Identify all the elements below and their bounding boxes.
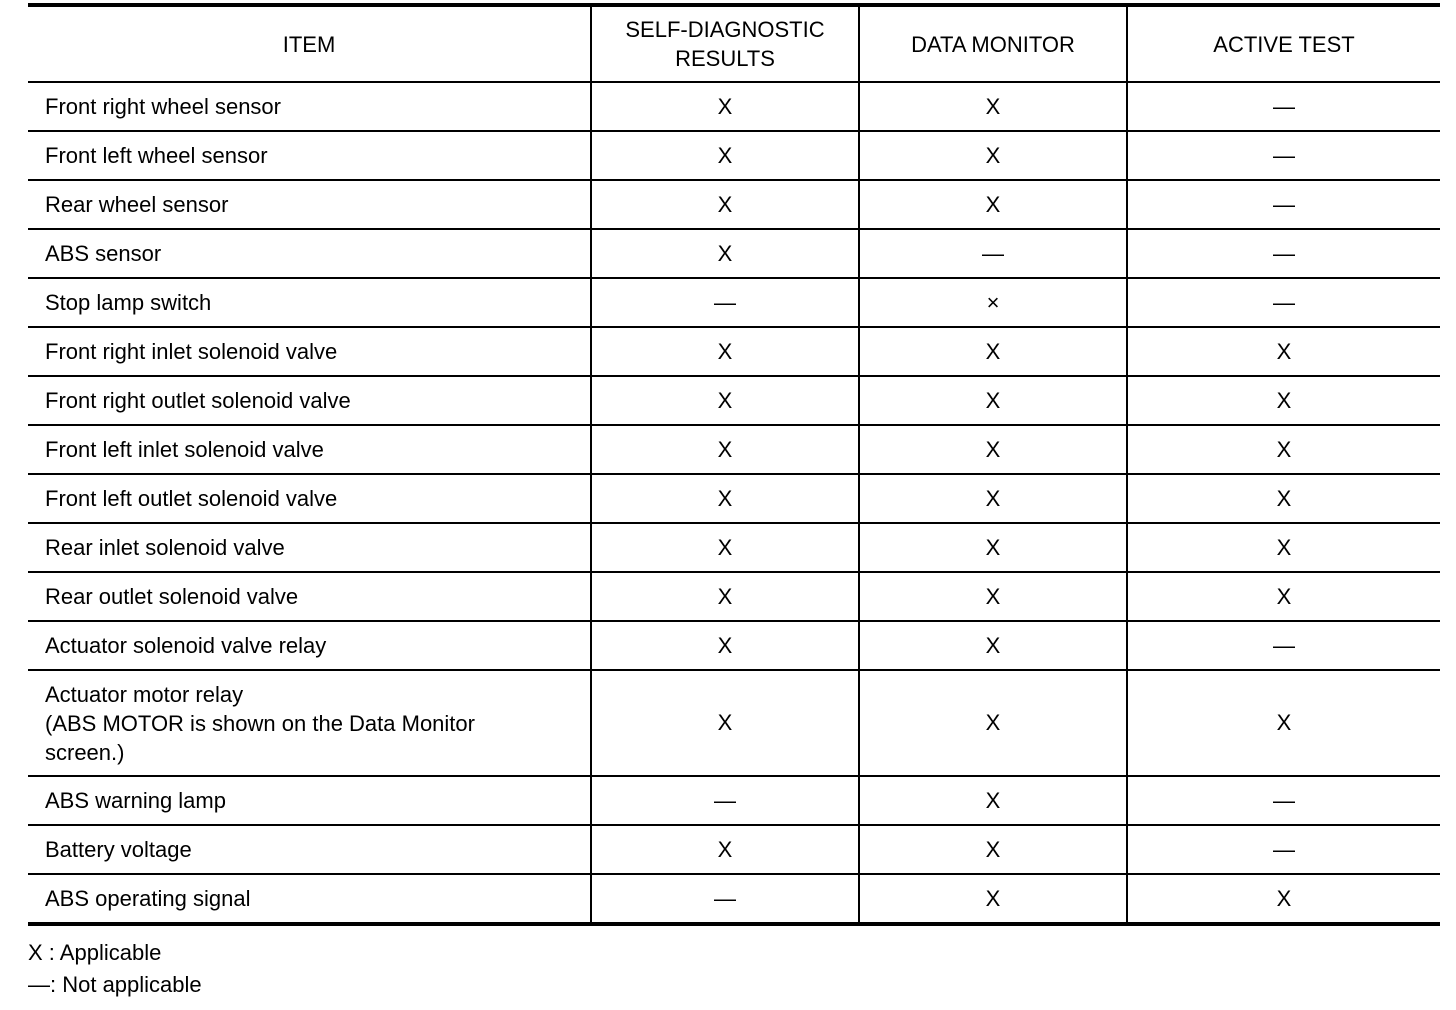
data-monitor-cell: X	[859, 572, 1127, 621]
item-cell: ABS sensor	[28, 229, 591, 278]
item-cell: Front left inlet solenoid valve	[28, 425, 591, 474]
self-diagnostic-cell: X	[591, 523, 859, 572]
active-test-cell: —	[1127, 825, 1440, 874]
data-monitor-cell: X	[859, 825, 1127, 874]
item-cell: Front left wheel sensor	[28, 131, 591, 180]
item-cell: Front left outlet solenoid valve	[28, 474, 591, 523]
table-row	[28, 327, 1440, 376]
active-test-cell: —	[1127, 131, 1440, 180]
active-test-cell: X	[1127, 874, 1440, 924]
self-diagnostic-cell: —	[591, 874, 859, 924]
active-test-cell: —	[1127, 278, 1440, 327]
self-diagnostic-cell: X	[591, 376, 859, 425]
table-row	[28, 572, 1440, 621]
active-test-cell: —	[1127, 776, 1440, 825]
item-cell: Stop lamp switch	[28, 278, 591, 327]
table-body	[28, 82, 1440, 924]
table-row	[28, 621, 1440, 670]
data-monitor-cell: —	[859, 229, 1127, 278]
active-test-cell: X	[1127, 474, 1440, 523]
legend-not-applicable: —: Not applicable	[28, 972, 202, 997]
table-row	[28, 131, 1440, 180]
active-test-cell: X	[1127, 670, 1440, 776]
self-diagnostic-cell: —	[591, 278, 859, 327]
data-monitor-cell: X	[859, 180, 1127, 229]
data-monitor-cell: X	[859, 327, 1127, 376]
self-diagnostic-cell: —	[591, 776, 859, 825]
self-diagnostic-cell: X	[591, 670, 859, 776]
self-diagnostic-cell: X	[591, 229, 859, 278]
table-row	[28, 278, 1440, 327]
self-diagnostic-cell: X	[591, 131, 859, 180]
active-test-cell: X	[1127, 572, 1440, 621]
data-monitor-cell: X	[859, 131, 1127, 180]
diagnostic-item-table	[28, 3, 1440, 926]
header-item: ITEM	[28, 5, 591, 82]
header-self-diagnostic-line-1: SELF-DIAGNOSTIC	[625, 17, 825, 42]
self-diagnostic-cell: X	[591, 621, 859, 670]
table-row	[28, 425, 1440, 474]
item-cell: Front right outlet solenoid valve	[28, 376, 591, 425]
self-diagnostic-cell: X	[591, 327, 859, 376]
active-test-cell: X	[1127, 425, 1440, 474]
self-diagnostic-cell: X	[591, 474, 859, 523]
item-cell: Rear outlet solenoid valve	[28, 572, 591, 621]
item-cell: Battery voltage	[28, 825, 591, 874]
data-monitor-cell: X	[859, 82, 1127, 131]
active-test-cell: —	[1127, 180, 1440, 229]
header-self-diagnostic-results	[591, 5, 859, 82]
active-test-cell: X	[1127, 327, 1440, 376]
data-monitor-cell: X	[859, 670, 1127, 776]
table-row	[28, 474, 1440, 523]
table-row	[28, 523, 1440, 572]
item-cell: ABS warning lamp	[28, 776, 591, 825]
data-monitor-cell: X	[859, 523, 1127, 572]
item-cell: Rear inlet solenoid valve	[28, 523, 591, 572]
table-row	[28, 82, 1440, 131]
header-data-monitor: DATA MONITOR	[859, 5, 1127, 82]
data-monitor-cell: X	[859, 776, 1127, 825]
table-row	[28, 776, 1440, 825]
data-monitor-cell: X	[859, 425, 1127, 474]
legend-applicable: X : Applicable	[28, 940, 162, 965]
item-cell: ABS operating signal	[45, 886, 251, 911]
header-self-diagnostic-line-2: RESULTS	[675, 46, 775, 71]
data-monitor-cell: X	[859, 376, 1127, 425]
active-test-cell: —	[1127, 82, 1440, 131]
active-test-cell: X	[1127, 523, 1440, 572]
item-cell: Front right wheel sensor	[28, 82, 591, 131]
item-cell: Front right inlet solenoid valve	[28, 327, 591, 376]
data-monitor-cell: X	[859, 874, 1127, 924]
active-test-cell: X	[1127, 376, 1440, 425]
item-cell: Actuator solenoid valve relay	[28, 621, 591, 670]
item-cell: Actuator motor relay (ABS MOTOR is shown on the Data Monitor screen.)	[28, 670, 591, 776]
table-row	[28, 229, 1440, 278]
table-row	[28, 825, 1440, 874]
self-diagnostic-cell: X	[591, 825, 859, 874]
item-cell: Rear wheel sensor	[28, 180, 591, 229]
self-diagnostic-cell: X	[591, 572, 859, 621]
data-monitor-cell: X	[859, 621, 1127, 670]
self-diagnostic-cell: X	[591, 82, 859, 131]
header-active-test: ACTIVE TEST	[1127, 5, 1440, 82]
table-row	[28, 180, 1440, 229]
active-test-cell: —	[1127, 621, 1440, 670]
data-monitor-cell: X	[859, 474, 1127, 523]
data-monitor-cell: ×	[859, 278, 1127, 327]
self-diagnostic-cell: X	[591, 425, 859, 474]
table-row	[28, 376, 1440, 425]
self-diagnostic-cell: X	[591, 180, 859, 229]
table-row	[28, 874, 1440, 924]
table-row	[28, 670, 1440, 776]
active-test-cell: —	[1127, 229, 1440, 278]
table-header-row	[28, 5, 1440, 82]
